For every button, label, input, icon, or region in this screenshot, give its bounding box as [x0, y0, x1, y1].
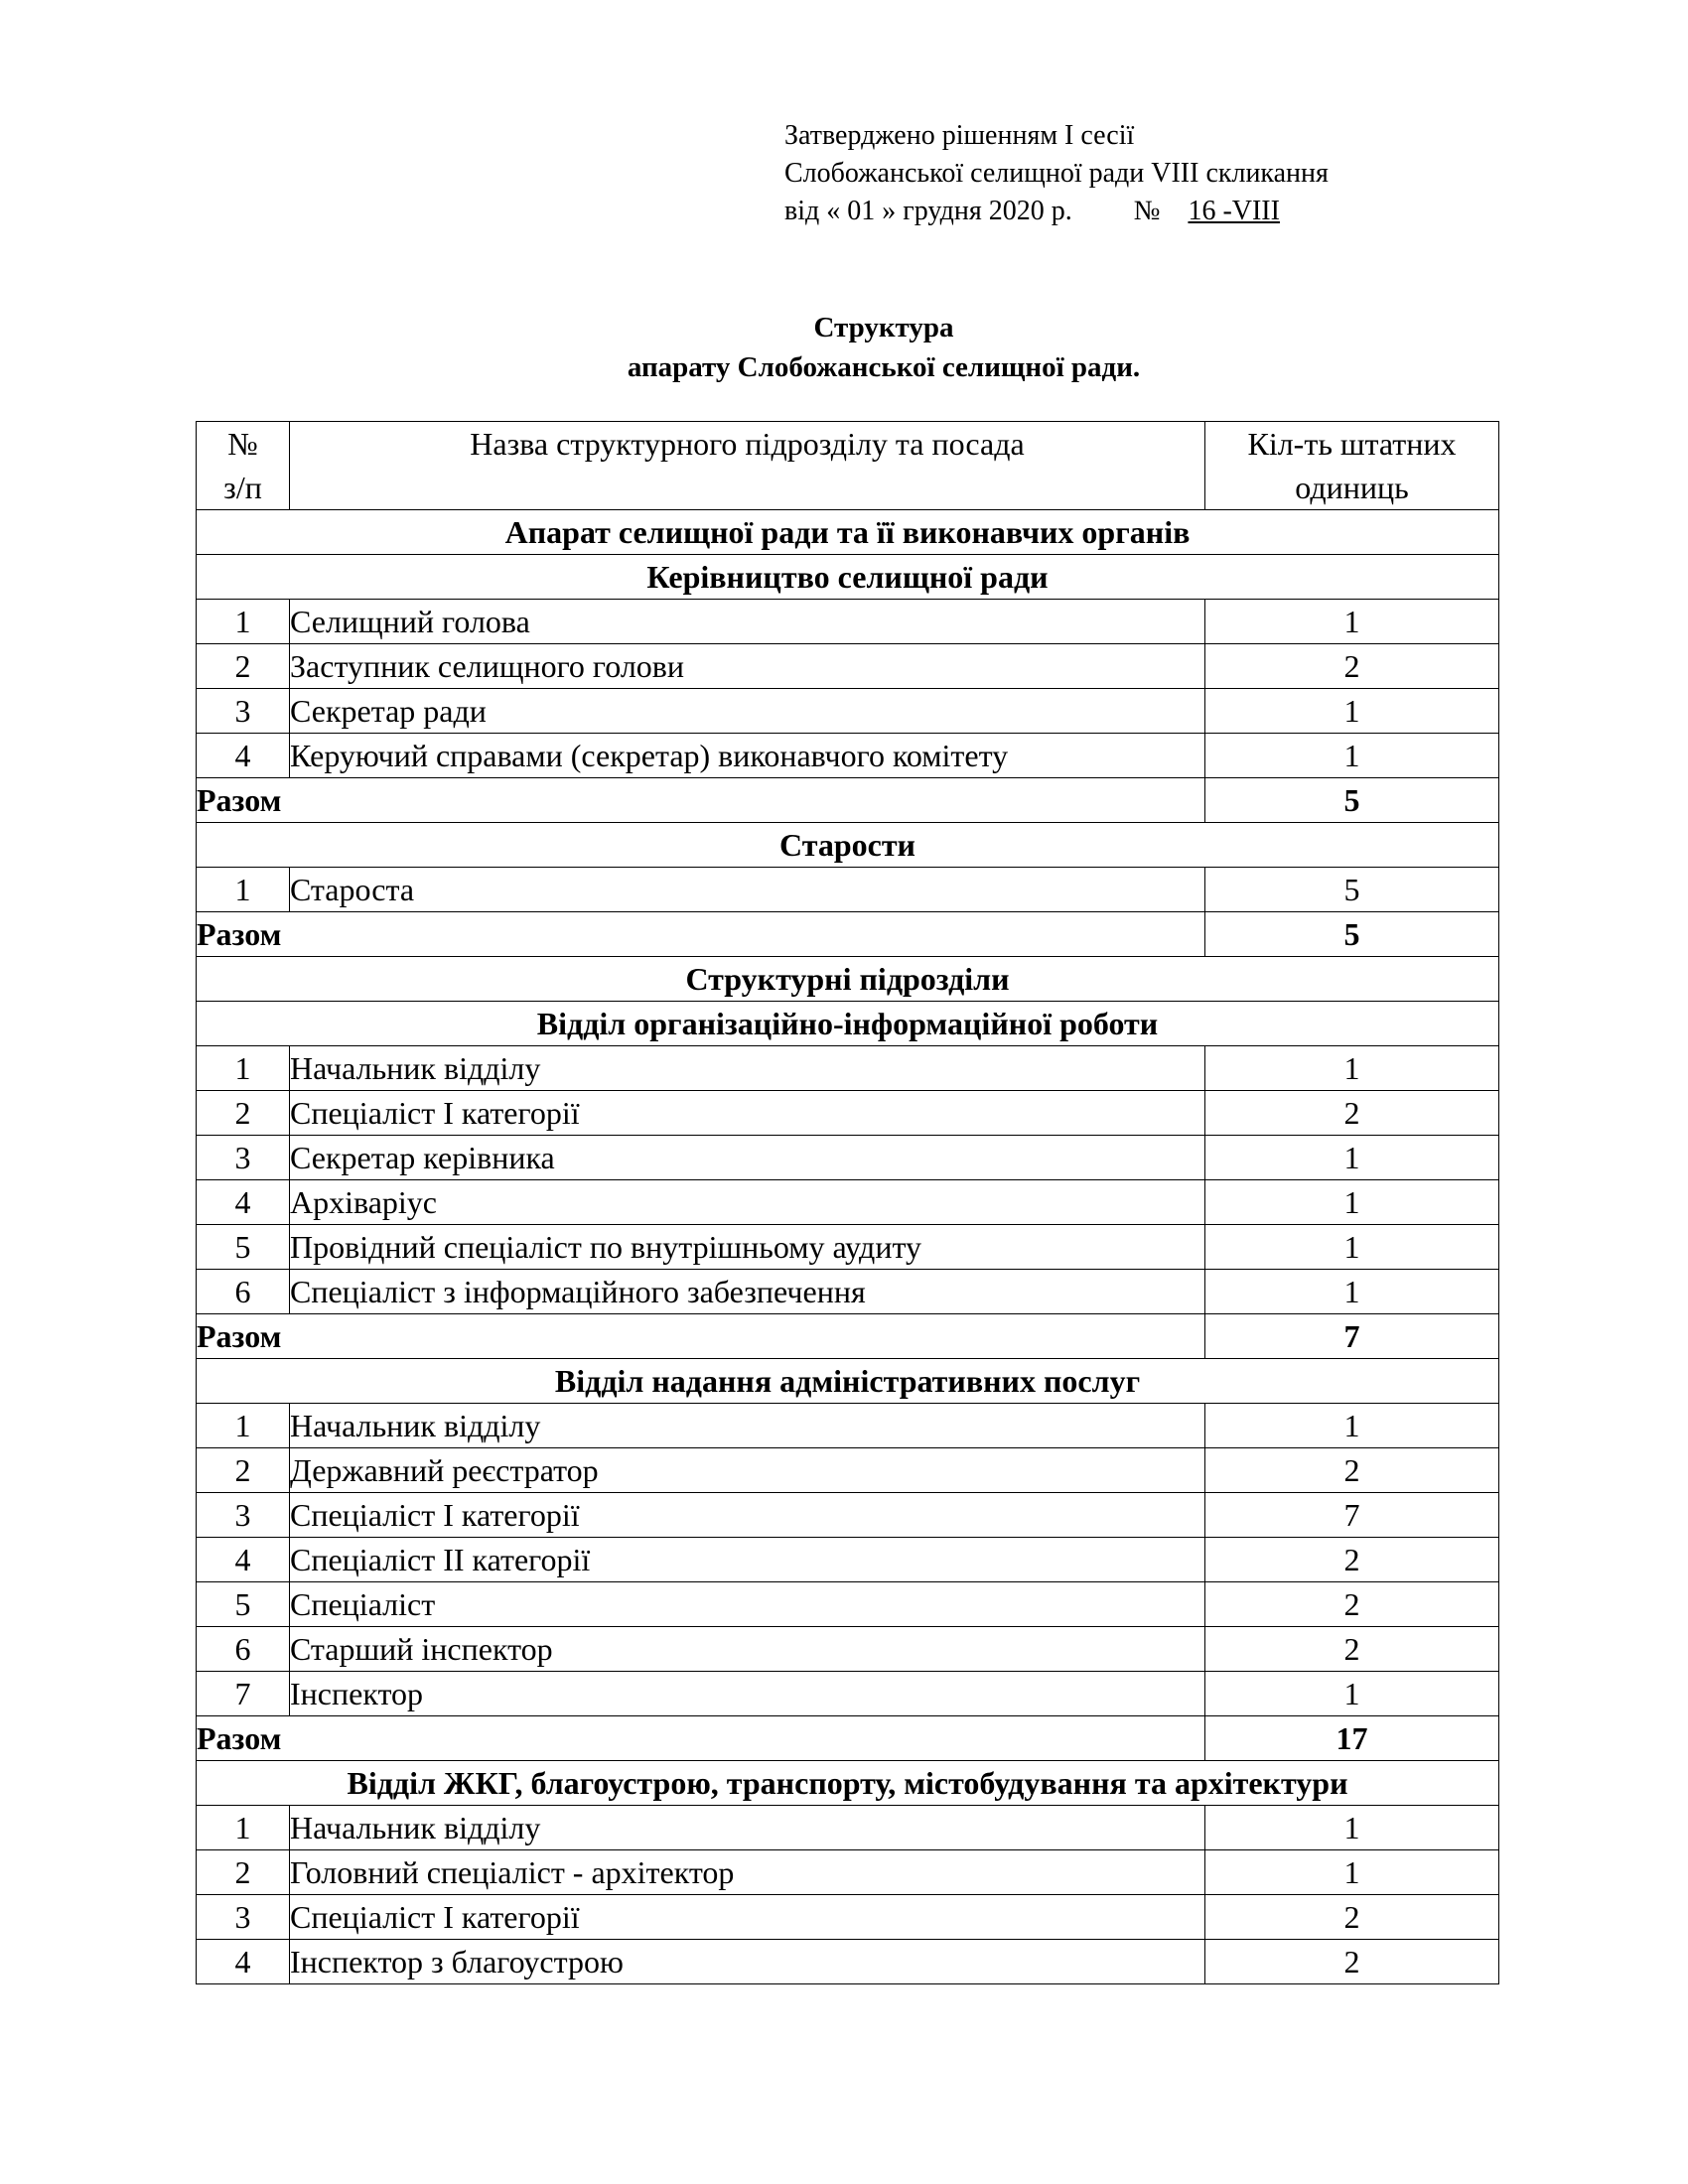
approval-line-1: Затверджено рішенням І сесії — [784, 120, 1135, 151]
row-position-name: Спеціаліст І категорії — [290, 1091, 1205, 1136]
section-heading-row — [197, 823, 1499, 868]
row-number: 1 — [197, 868, 290, 912]
approval-date-prefix: від « — [784, 196, 841, 226]
table-row — [197, 1940, 1499, 1984]
approval-number: 16 -VIII — [1188, 196, 1280, 226]
row-position-name: Державний реєстратор — [290, 1448, 1205, 1493]
section-heading-row — [197, 1002, 1499, 1046]
table-row — [197, 1270, 1499, 1314]
row-count: 1 — [1205, 689, 1499, 734]
table-row — [197, 868, 1499, 912]
row-position-name: Спеціаліст І категорії — [290, 1895, 1205, 1940]
row-number: 4 — [197, 1180, 290, 1225]
row-count: 2 — [1205, 644, 1499, 689]
total-row — [197, 778, 1499, 823]
row-position-name: Начальник відділу — [290, 1404, 1205, 1448]
row-position-name: Інспектор — [290, 1672, 1205, 1716]
row-count: 2 — [1205, 1940, 1499, 1984]
row-number: 6 — [197, 1627, 290, 1672]
table-header-row — [197, 422, 1499, 510]
row-count: 1 — [1205, 1270, 1499, 1314]
header-name: Назва структурного підрозділу та посада — [290, 422, 1205, 510]
row-number: 1 — [197, 600, 290, 644]
table-row — [197, 1895, 1499, 1940]
row-count: 2 — [1205, 1582, 1499, 1627]
total-label: Разом — [197, 1716, 1205, 1761]
section-heading: Відділ надання адміністративних послуг — [197, 1359, 1499, 1404]
row-position-name: Спеціаліст — [290, 1582, 1205, 1627]
section-heading: Керівництво селищної ради — [197, 555, 1499, 600]
table-row — [197, 734, 1499, 778]
row-number: 3 — [197, 689, 290, 734]
total-value: 17 — [1205, 1716, 1499, 1761]
section-heading-row — [197, 957, 1499, 1002]
header-number: № з/п — [197, 422, 290, 510]
row-position-name: Селищний голова — [290, 600, 1205, 644]
total-value: 5 — [1205, 912, 1499, 957]
table-row — [197, 1180, 1499, 1225]
table-row — [197, 1091, 1499, 1136]
table-row — [197, 1404, 1499, 1448]
table-row — [197, 1448, 1499, 1493]
total-row — [197, 1314, 1499, 1359]
staff-structure-table — [196, 421, 1499, 1984]
row-count: 1 — [1205, 600, 1499, 644]
table-row — [197, 1538, 1499, 1582]
row-position-name: Староста — [290, 868, 1205, 912]
row-count: 2 — [1205, 1895, 1499, 1940]
row-position-name: Секретар керівника — [290, 1136, 1205, 1180]
approval-day: 01 — [847, 196, 876, 226]
row-count: 1 — [1205, 1672, 1499, 1716]
section-heading: Структурні підрозділи — [197, 957, 1499, 1002]
table-body — [197, 510, 1499, 1984]
total-value: 5 — [1205, 778, 1499, 823]
table-row — [197, 1046, 1499, 1091]
section-heading: Апарат селищної ради та її виконавчих органів — [197, 510, 1499, 555]
total-row — [197, 912, 1499, 957]
table-row — [197, 1582, 1499, 1627]
row-count: 2 — [1205, 1538, 1499, 1582]
approval-note — [784, 117, 1329, 230]
row-number: 5 — [197, 1582, 290, 1627]
total-label: Разом — [197, 912, 1205, 957]
document-title-line-1: Структура — [813, 312, 954, 343]
row-count: 7 — [1205, 1493, 1499, 1538]
row-count: 1 — [1205, 1046, 1499, 1091]
table-row — [197, 689, 1499, 734]
row-count: 1 — [1205, 1180, 1499, 1225]
row-position-name: Архіваріус — [290, 1180, 1205, 1225]
row-number: 2 — [197, 1091, 290, 1136]
row-number: 5 — [197, 1225, 290, 1270]
table-row — [197, 1493, 1499, 1538]
document-title — [0, 308, 1688, 387]
row-count: 1 — [1205, 1136, 1499, 1180]
row-number: 4 — [197, 1940, 290, 1984]
row-position-name: Секретар ради — [290, 689, 1205, 734]
table-row — [197, 1627, 1499, 1672]
table-row — [197, 1806, 1499, 1850]
row-number: 3 — [197, 1136, 290, 1180]
section-heading: Відділ організаційно-інформаційної роботи — [197, 1002, 1499, 1046]
row-position-name: Заступник селищного голови — [290, 644, 1205, 689]
total-value: 7 — [1205, 1314, 1499, 1359]
row-number: 4 — [197, 1538, 290, 1582]
row-number: 7 — [197, 1672, 290, 1716]
row-number: 2 — [197, 644, 290, 689]
row-number: 3 — [197, 1493, 290, 1538]
total-label: Разом — [197, 1314, 1205, 1359]
section-heading: Відділ ЖКГ, благоустрою, транспорту, містобудування та архітектури — [197, 1761, 1499, 1806]
approval-number-sign: № — [1133, 196, 1161, 226]
row-count: 2 — [1205, 1448, 1499, 1493]
approval-line-3 — [784, 193, 1329, 230]
row-count: 5 — [1205, 868, 1499, 912]
row-position-name: Керуючий справами (секретар) виконавчого комітету — [290, 734, 1205, 778]
table-row — [197, 1225, 1499, 1270]
row-position-name: Старший інспектор — [290, 1627, 1205, 1672]
row-count: 2 — [1205, 1627, 1499, 1672]
row-position-name: Начальник відділу — [290, 1046, 1205, 1091]
table-row — [197, 1850, 1499, 1895]
approval-date-rest: » грудня 2020 р. — [882, 196, 1072, 226]
section-heading-row — [197, 1761, 1499, 1806]
row-number: 2 — [197, 1448, 290, 1493]
row-count: 1 — [1205, 734, 1499, 778]
section-heading: Старости — [197, 823, 1499, 868]
row-number: 2 — [197, 1850, 290, 1895]
header-count: Кіл-ть штатних одиниць — [1205, 422, 1499, 510]
row-count: 2 — [1205, 1091, 1499, 1136]
row-position-name: Провідний спеціаліст по внутрішньому аудиту — [290, 1225, 1205, 1270]
row-number: 1 — [197, 1404, 290, 1448]
table-row — [197, 644, 1499, 689]
row-position-name: Спеціаліст ІІ категорії — [290, 1538, 1205, 1582]
row-position-name: Спеціаліст І категорії — [290, 1493, 1205, 1538]
table-row — [197, 1672, 1499, 1716]
row-number: 6 — [197, 1270, 290, 1314]
approval-line-2: Слобожанської селищної ради VIII скликання — [784, 158, 1329, 189]
row-count: 1 — [1205, 1806, 1499, 1850]
section-heading-row — [197, 555, 1499, 600]
row-count: 1 — [1205, 1850, 1499, 1895]
row-number: 1 — [197, 1046, 290, 1091]
section-heading-row — [197, 1359, 1499, 1404]
row-position-name: Начальник відділу — [290, 1806, 1205, 1850]
table-row — [197, 1136, 1499, 1180]
row-number: 4 — [197, 734, 290, 778]
row-position-name: Інспектор з благоустрою — [290, 1940, 1205, 1984]
row-position-name: Спеціаліст з інформаційного забезпечення — [290, 1270, 1205, 1314]
row-number: 3 — [197, 1895, 290, 1940]
row-count: 1 — [1205, 1225, 1499, 1270]
total-label: Разом — [197, 778, 1205, 823]
row-count: 1 — [1205, 1404, 1499, 1448]
document-title-line-2: апарату Слобожанської селищної ради. — [627, 351, 1141, 383]
section-heading-row — [197, 510, 1499, 555]
table-row — [197, 600, 1499, 644]
row-position-name: Головний спеціаліст - архітектор — [290, 1850, 1205, 1895]
total-row — [197, 1716, 1499, 1761]
row-number: 1 — [197, 1806, 290, 1850]
